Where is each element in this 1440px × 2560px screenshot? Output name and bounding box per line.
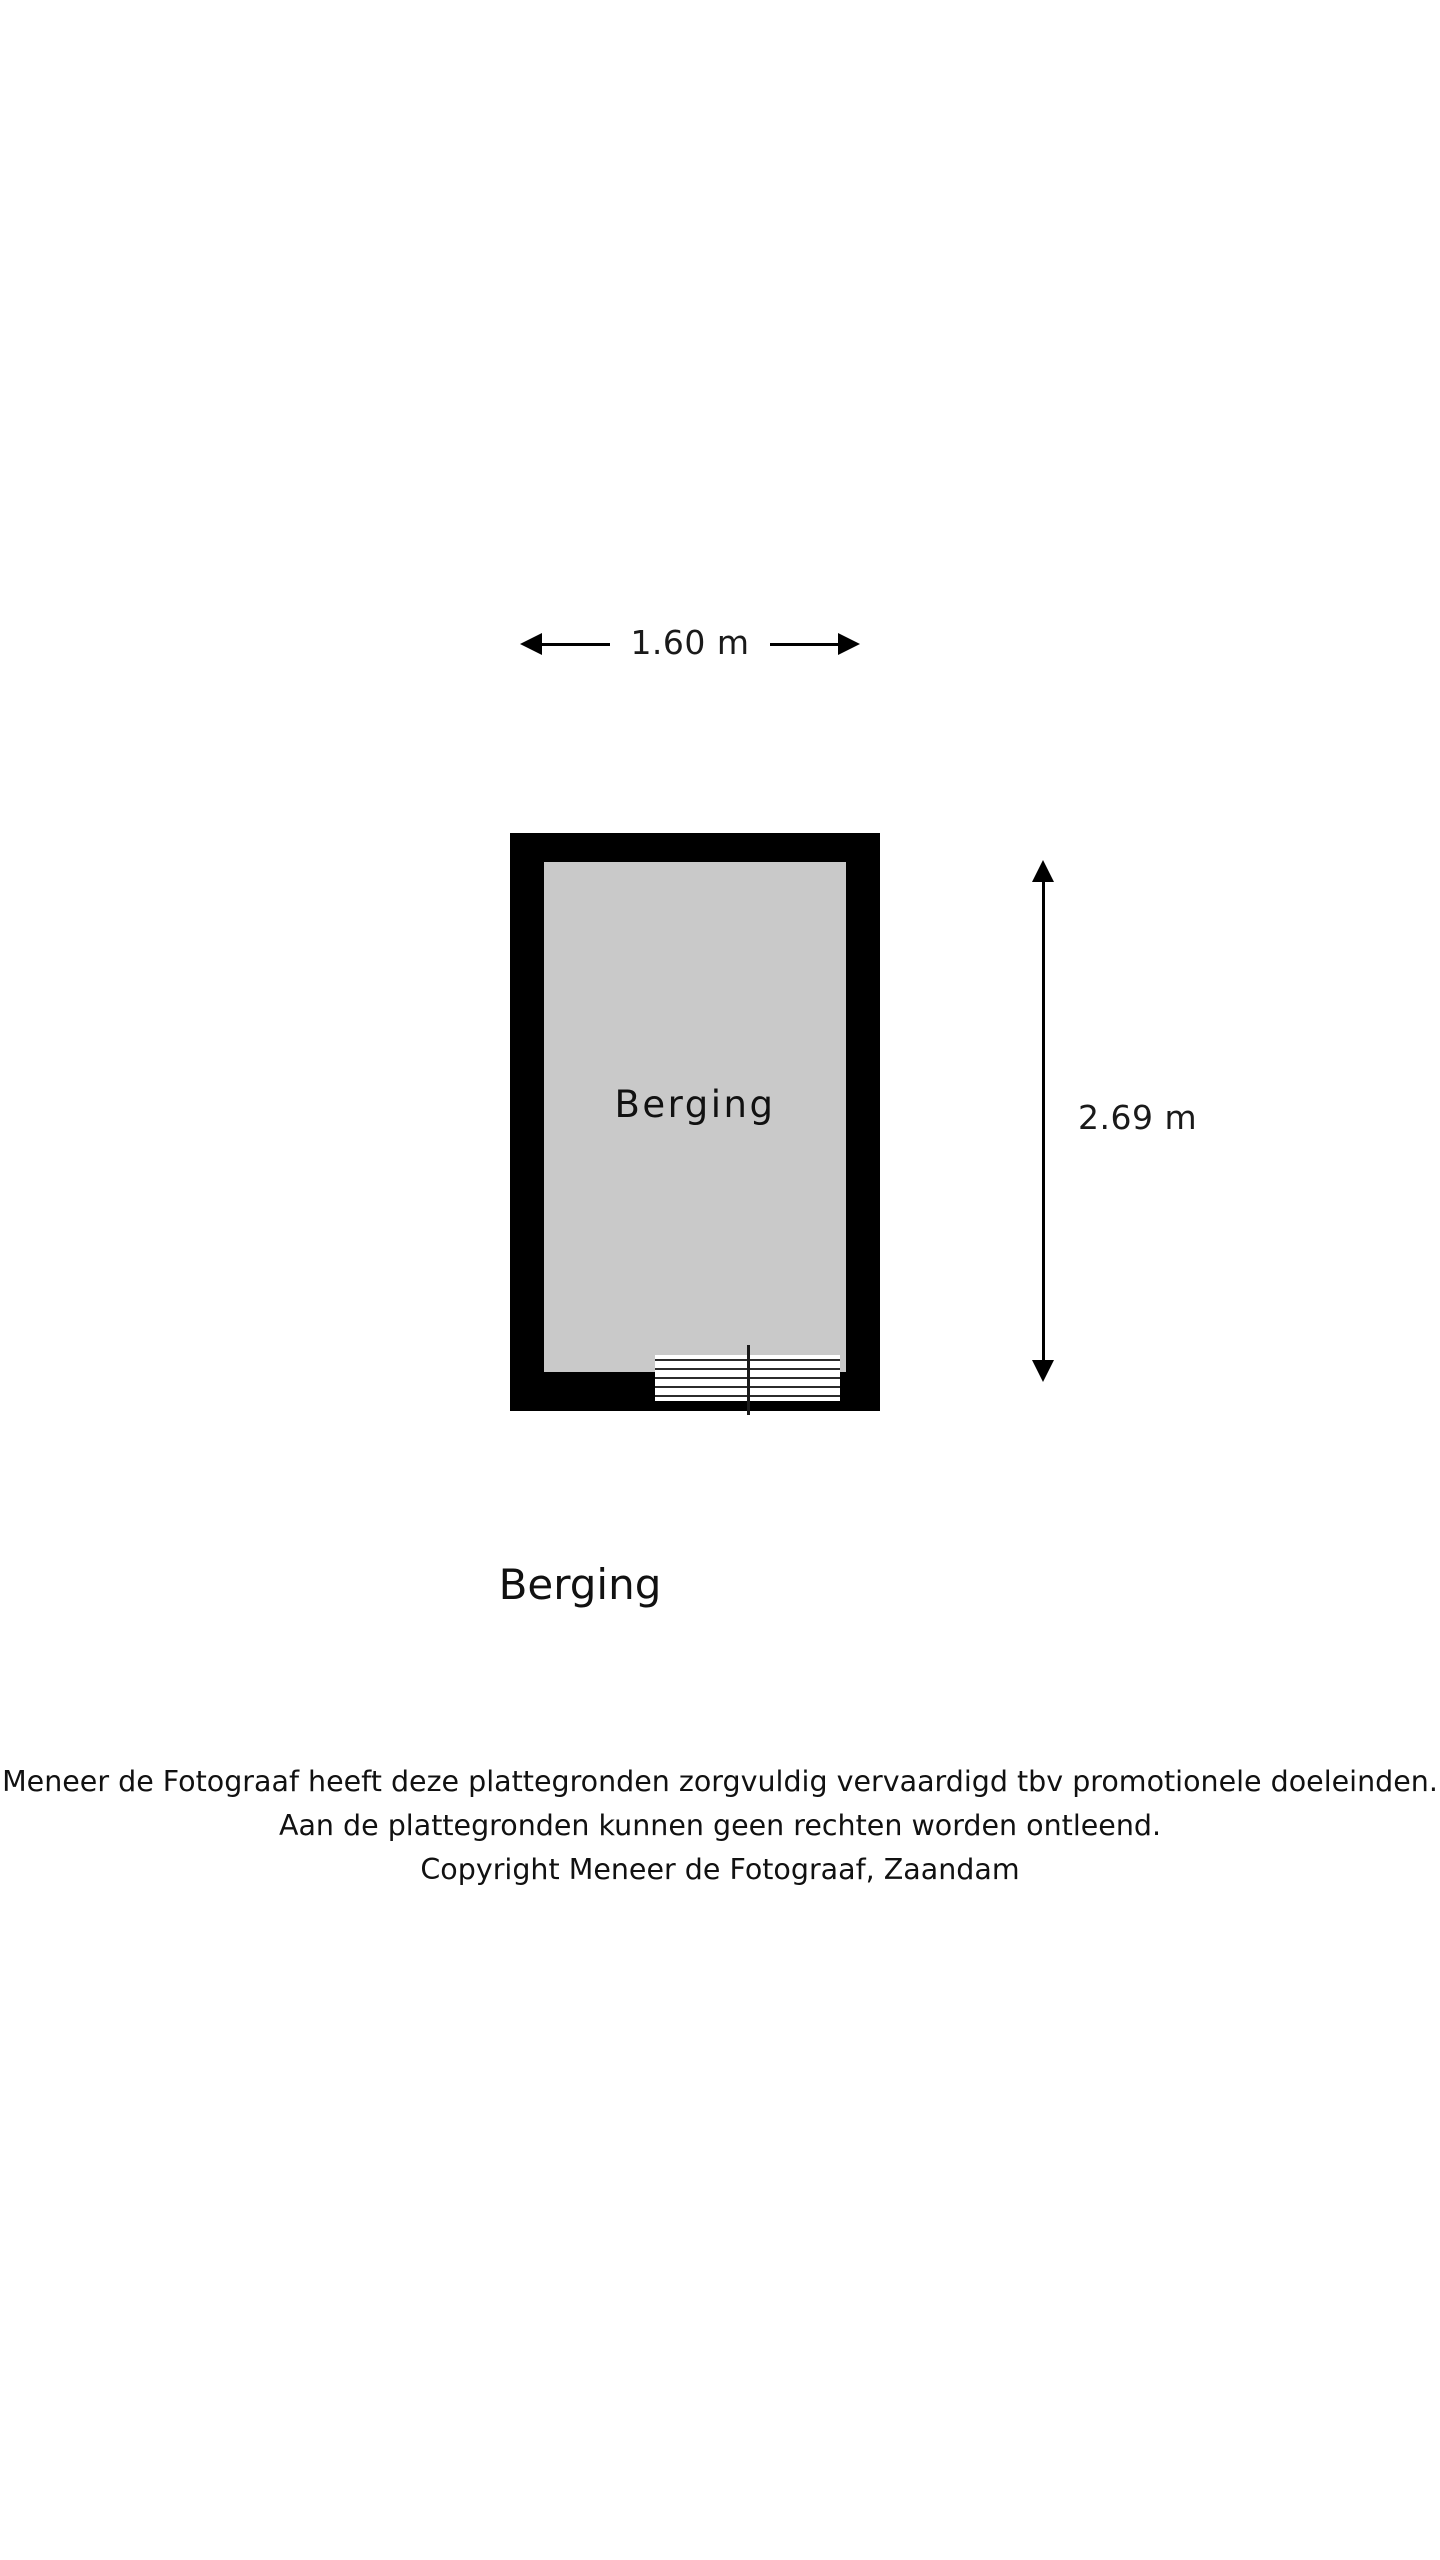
disclaimer-line-3: Copyright Meneer de Fotograaf, Zaandam (420, 1853, 1020, 1886)
height-dimension (1020, 860, 1198, 1382)
width-dimension (520, 620, 860, 666)
arrow-right-icon (838, 633, 860, 655)
door-center-mark (747, 1345, 750, 1415)
disclaimer-line-2: Aan de plattegronden kunnen geen rechten worden ontleend. (278, 1809, 1162, 1842)
room-name-label: Berging (614, 1083, 776, 1126)
room-interior (544, 862, 846, 1372)
height-dimension-label: 2.69 m (1078, 1098, 1198, 1137)
plan-title: Berging (498, 1560, 662, 1609)
disclaimer-line-1: Meneer de Fotograaf heeft deze plattegronden zorgvuldig vervaardigd tbv promotionele doeleinden. (2, 1765, 1438, 1798)
arrow-left-icon (520, 633, 542, 655)
dimension-line-vertical (1042, 878, 1045, 1364)
width-dimension-label: 1.60 m (610, 616, 770, 670)
disclaimer-block (0, 1760, 1440, 1892)
arrow-up-icon (1032, 860, 1054, 882)
arrow-down-icon (1032, 1360, 1054, 1382)
room-berging (510, 833, 880, 1411)
